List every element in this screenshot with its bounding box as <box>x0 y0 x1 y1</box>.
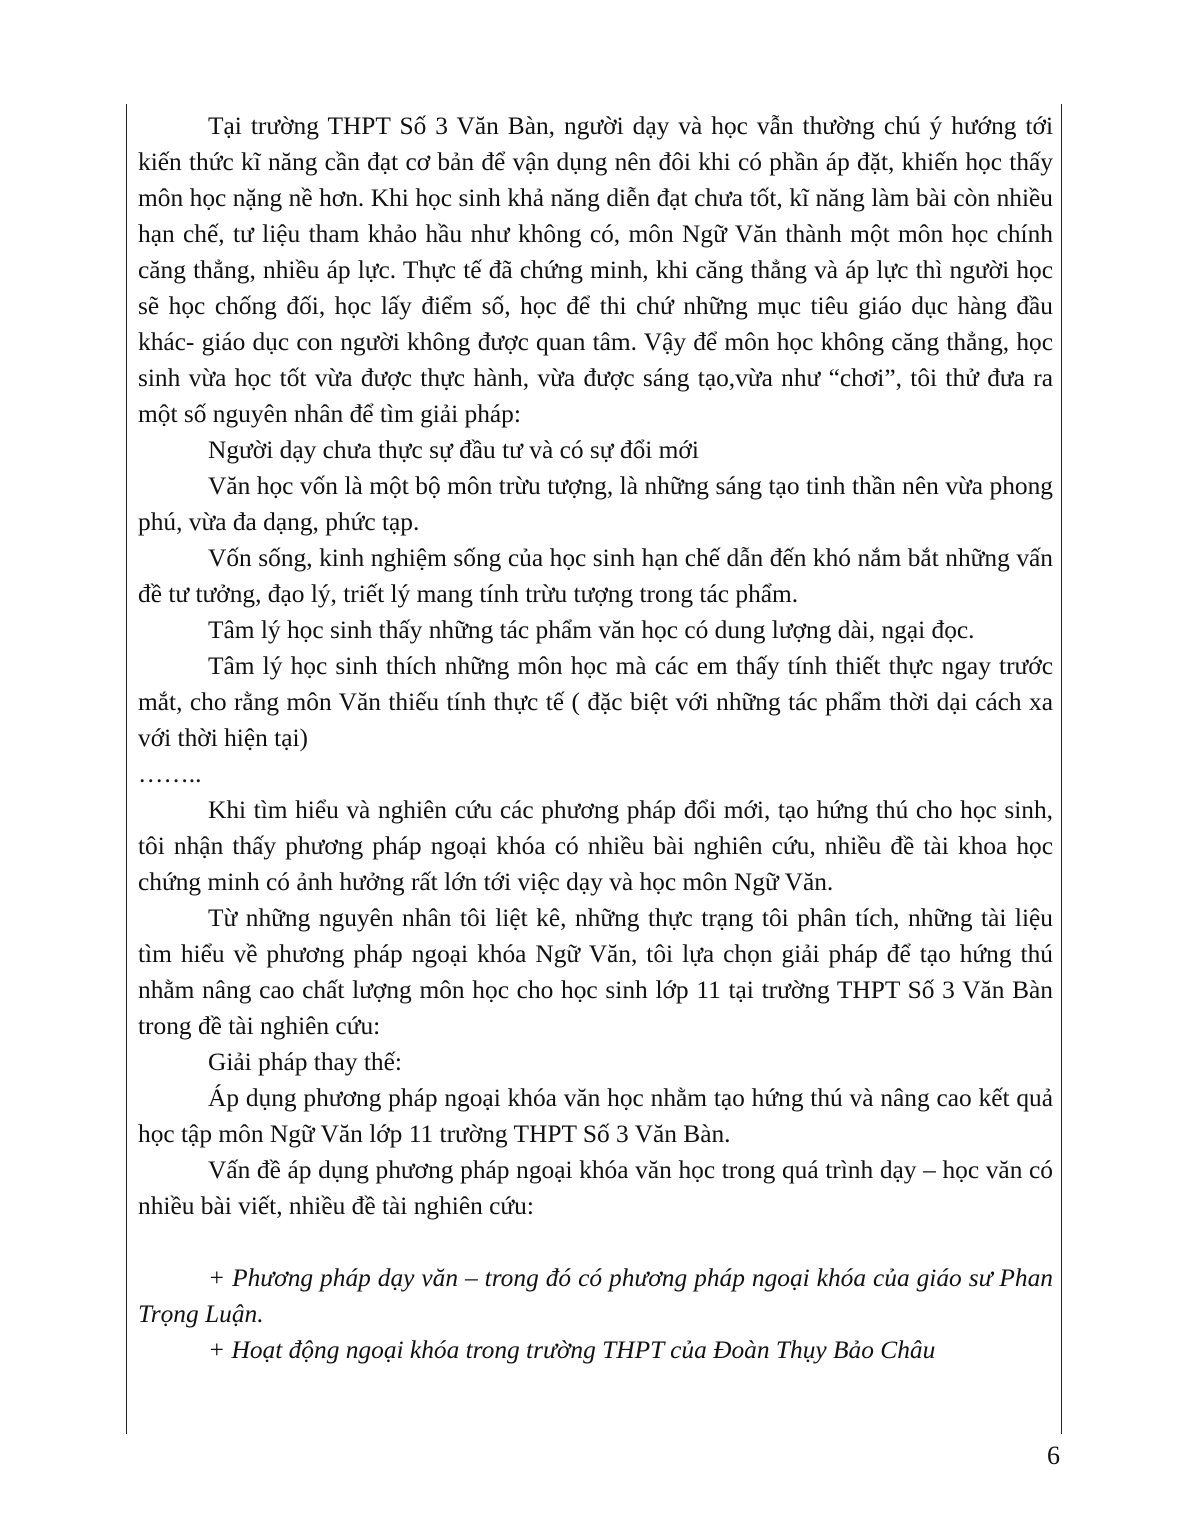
reference-item-1: + Phương pháp dạy văn – trong đó có phương pháp ngoại khóa của giáo sư Phan Trọng Luận. <box>138 1264 1053 1328</box>
document-body <box>138 108 1053 1368</box>
paragraph-solution: Áp dụng phương pháp ngoại khóa văn học nhằm tạo hứng thú và nâng cao kết quả học tập môn Ngữ Văn lớp 11 trường THPT Số 3 Văn Bàn. <box>138 1084 1053 1148</box>
ellipsis-line: …….. <box>138 760 202 788</box>
reference-item-2: + Hoạt động ngoại khóa trong trường THPT của Đoàn Thụy Bảo Châu <box>208 1336 936 1364</box>
paragraph-cause-experience: Vốn sống, kinh nghiệm sống của học sinh hạn chế dẫn đến khó nắm bắt những vấn đề tư tưởng, đạo lý, triết lý mang tính trừu tượng trong tác phẩm. <box>138 544 1053 608</box>
paragraph-cause-practical: Tâm lý học sinh thích những môn học mà các em thấy tính thiết thực ngay trước mắt, cho rằng môn Văn thiếu tính thực tế ( đặc biệt với những tác phẩm thời dại cách xa với thời hiện tại) <box>138 652 1053 752</box>
paragraph-cause-teacher: Người dạy chưa thực sự đầu tư và có sự đổi mới <box>208 436 699 464</box>
paragraph-cause-length: Tâm lý học sinh thấy những tác phẩm văn học có dung lượng dài, ngại đọc. <box>208 616 975 644</box>
paragraph-cause-abstract: Văn học vốn là một bộ môn trừu tượng, là những sáng tạo tinh thần nên vừa phong phú, vừa đa dạng, phức tạp. <box>138 472 1053 536</box>
paragraph-literature: Vấn đề áp dụng phương pháp ngoại khóa văn học trong quá trình dạy – học văn có nhiều bài viết, nhiều đề tài nghiên cứu: <box>138 1156 1053 1220</box>
paragraph-solution-heading: Giải pháp thay thế: <box>208 1048 402 1076</box>
spacer <box>138 1224 1053 1260</box>
paragraph-intro: Tại trường THPT Số 3 Văn Bàn, người dạy và học vẫn thường chú ý hướng tới kiến thức kĩ năng cần đạt cơ bản để vận dụng nên đôi khi có phần áp đặt, khiến học thấy môn học nặng nề hơn. Khi học sinh khả năng diễn đạt chưa tốt, kĩ năng làm bài còn nhiều hạn chế, tư liệu tham khảo hầu như không có, môn Ngữ Văn thành một môn học chính căng thẳng, nhiều áp lực. Thực tế đã chứng minh, khi căng thẳng và áp lực thì người học sẽ học chống đối, học lấy điểm số, học để thi chứ những mục tiêu giáo dục hàng đầu khác- giáo dục con người không được quan tâm. Vậy để môn học không căng thẳng, học sinh vừa học tốt vừa được thực hành, vừa được sáng tạo,vừa như “chơi”, tôi thử đưa ra một số nguyên nhân để tìm giải pháp: <box>138 112 1053 428</box>
page-number: 6 <box>1047 1441 1060 1470</box>
paragraph-research: Khi tìm hiểu và nghiên cứu các phương pháp đổi mới, tạo hứng thú cho học sinh, tôi nhận thấy phương pháp ngoại khóa có nhiều bài nghiên cứu, nhiều đề tài khoa học chứng minh có ảnh hưởng rất lớn tới việc dạy và học môn Ngữ Văn. <box>138 796 1053 896</box>
paragraph-choice: Từ những nguyên nhân tôi liệt kê, những thực trạng tôi phân tích, những tài liệu tìm hiểu về phương pháp ngoại khóa Ngữ Văn, tôi lựa chọn giải pháp để tạo hứng thú nhằm nâng cao chất lượng môn học cho học sinh lớp 11 tại trường THPT Số 3 Văn Bàn trong đề tài nghiên cứu: <box>138 904 1053 1040</box>
